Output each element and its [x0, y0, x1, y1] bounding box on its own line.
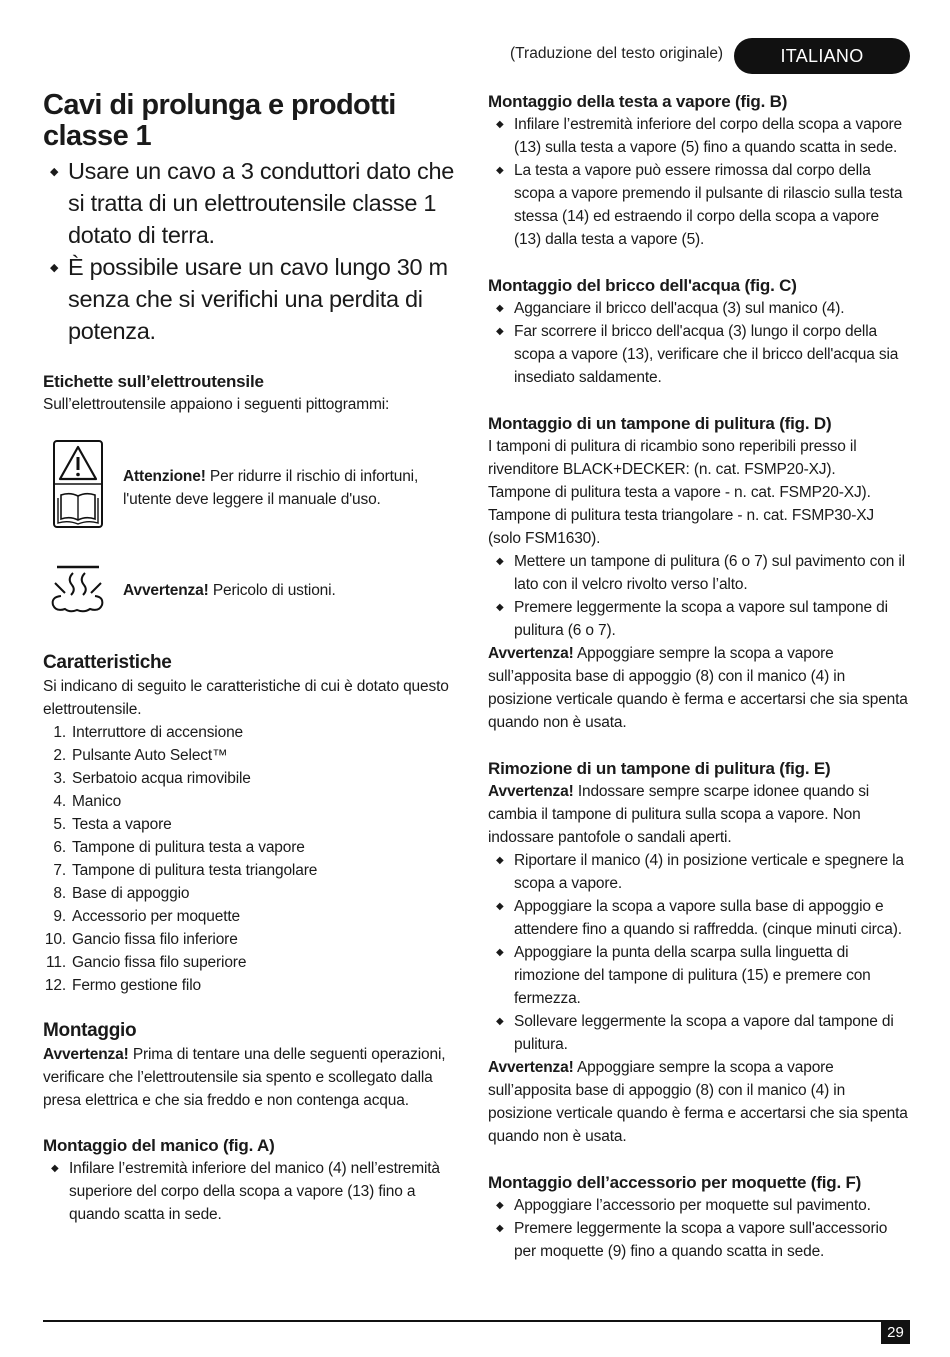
features-intro: Si indicano di seguito le caratteristiche di cui è dotato questo elettroutensile. — [43, 678, 449, 718]
list-item: ◆ Far scorrere il bricco dell'acqua (3) lungo il corpo della scopa a vapore (13), verificare che il bricco dell'acqua sia insediato saldamente. — [488, 320, 910, 389]
list-item: 6. Tampone di pulitura testa a vapore — [53, 839, 305, 856]
pictogram-burn-row — [43, 563, 458, 618]
cord-list — [43, 155, 458, 347]
right-column — [488, 90, 910, 1263]
assembly-heading: Montaggio — [43, 1020, 137, 1041]
steam-head-heading: Montaggio della testa a vapore (fig. B) — [488, 92, 788, 111]
assembly-warning: Avvertenza! Prima di tentare una delle seguenti operazioni, verificare che l’elettroutensile sia spento e scollegato dalla presa elettrica e che sia freddo e non contenga acqua. — [43, 1046, 446, 1109]
list-item: 4. Manico — [53, 793, 122, 810]
pad-heading: Montaggio di un tampone di pulitura (fig. D) — [488, 414, 832, 433]
list-item: ◆ Premere leggermente la scopa a vapore sull'accessorio per moquette (9) fino a quando scatta in sede. — [488, 1217, 910, 1263]
pad-paragraph-3: Tampone di pulitura testa triangolare - n. cat. FSMP30-XJ (solo FSM1630). — [488, 507, 875, 547]
list-item: 11. Gancio fissa filo superiore — [46, 954, 247, 971]
list-item: 5. Testa a vapore — [53, 816, 172, 833]
list-item: ◆ Infilare l’estremità inferiore del manico (4) nell’estremità superiore del corpo della scopa a vapore (13) fino a quando scatta in sede. — [43, 1157, 458, 1226]
list-item: ◆ Agganciare il bricco dell'acqua (3) sul manico (4). — [488, 297, 910, 320]
language-badge: ITALIANO — [734, 38, 910, 74]
translation-note: (Traduzione del testo originale) — [510, 45, 724, 62]
pictogram-warning-row — [43, 439, 458, 536]
list-item: ◆ Appoggiare la scopa a vapore sulla base di appoggio e attendere fino a quando si raffredda. (cinque minuti circa). — [488, 895, 910, 941]
carpet-heading: Montaggio dell’accessorio per moquette (fig. F) — [488, 1173, 862, 1192]
remove-warning-2: Avvertenza! Appoggiare sempre la scopa a vapore sull’apposita base di appoggio (8) con il manico (4) in posizione verticale quando è ferma e accertarsi che sia spenta quando non è usata. — [488, 1059, 908, 1145]
labels-heading: Etichette sull’elettroutensile — [43, 372, 264, 391]
list-item: ◆ Mettere un tampone di pulitura (6 o 7) sul pavimento con il lato con il velcro rivolto verso l’alto. — [488, 550, 910, 596]
handle-list — [43, 1157, 458, 1226]
pad-warning: Avvertenza! Appoggiare sempre la scopa a vapore sull’apposita base di appoggio (8) con il manico (4) in posizione verticale quando è ferma e accertarsi che sia spenta quando non è usata. — [488, 645, 908, 731]
list-item: 7. Tampone di pulitura testa triangolare — [53, 862, 318, 879]
list-item: ◆ È possibile usare un cavo lungo 30 m senza che si verifichi una perdita di potenza. — [43, 251, 458, 347]
read-manual-warning-icon — [43, 439, 123, 536]
handle-heading: Montaggio del manico (fig. A) — [43, 1136, 275, 1155]
footer-rule — [43, 1320, 910, 1322]
list-item: ◆ Appoggiare l’accessorio per moquette sul pavimento. — [488, 1194, 910, 1217]
pad-list — [488, 550, 910, 642]
remove-heading: Rimozione di un tampone di pulitura (fig. E) — [488, 759, 831, 778]
pad-paragraph-2: Tampone di pulitura testa a vapore - n. cat. FSMP20-XJ). — [488, 484, 871, 501]
list-item: 8. Base di appoggio — [53, 885, 190, 902]
features-heading: Caratteristiche — [43, 652, 172, 673]
list-item: 1. Interruttore di accensione — [53, 724, 244, 741]
page-header — [0, 38, 950, 74]
list-item: 3. Serbatoio acqua rimovibile — [53, 770, 251, 787]
carpet-list — [488, 1194, 910, 1263]
list-item: ◆ Infilare l’estremità inferiore del corpo della scopa a vapore (13) sulla testa a vapore (5) fino a quando scatta in sede. — [488, 113, 910, 159]
pictogram-warning-text: Attenzione! Per ridurre il rischio di infortuni, l'utente deve leggere il manuale d'uso. — [123, 467, 419, 508]
list-item: 10. Gancio fissa filo inferiore — [44, 931, 238, 948]
list-item: 2. Pulsante Auto Select™ — [53, 747, 228, 764]
list-item: ◆ Sollevare leggermente la scopa a vapore dal tampone di pulitura. — [488, 1010, 910, 1056]
list-item: ◆ La testa a vapore può essere rimossa dal corpo della scopa a vapore premendo il pulsante di rilascio sulla testa stessa (14) ed estraendo il corpo della scopa a vapore (13) dalla testa a vapore (5). — [488, 159, 910, 251]
left-column — [43, 90, 458, 1226]
hot-surface-icon — [43, 563, 123, 618]
pictogram-burn-text: Avvertenza! Pericolo di ustioni. — [123, 582, 336, 599]
water-heading: Montaggio del bricco dell'acqua (fig. C) — [488, 276, 797, 295]
remove-list — [488, 849, 910, 1056]
list-item: ◆ Appoggiare la punta della scarpa sulla linguetta di rimozione del tampone di pulitura (15) e premere con fermezza. — [488, 941, 910, 1010]
pad-paragraph-1: I tamponi di pulitura di ricambio sono reperibili presso il rivenditore BLACK+DECKER: (n. cat. FSMP20-XJ). — [488, 438, 857, 478]
page-title: Cavi di prolunga e prodotti classe 1 — [43, 89, 396, 152]
features-list — [43, 721, 458, 997]
list-item: ◆ Premere leggermente la scopa a vapore sul tampone di pulitura (6 o 7). — [488, 596, 910, 642]
list-item: ◆ Riportare il manico (4) in posizione verticale e spegnere la scopa a vapore. — [488, 849, 910, 895]
list-item: ◆ Usare un cavo a 3 conduttori dato che si tratta di un elettroutensile classe 1 dotato di terra. — [43, 155, 458, 251]
labels-intro: Sull’elettroutensile appaiono i seguenti pittogrammi: — [43, 396, 390, 413]
list-item: 9. Accessorio per moquette — [53, 908, 240, 925]
steam-head-list — [488, 113, 910, 251]
page-number: 29 — [881, 1320, 910, 1344]
list-item: 12. Fermo gestione filo — [44, 977, 201, 994]
remove-warning: Avvertenza! Indossare sempre scarpe idonee quando si cambia il tampone di pulitura sulla scopa a vapore. Non indossare pantofole o sandali aperti. — [488, 783, 870, 846]
water-list — [488, 297, 910, 389]
